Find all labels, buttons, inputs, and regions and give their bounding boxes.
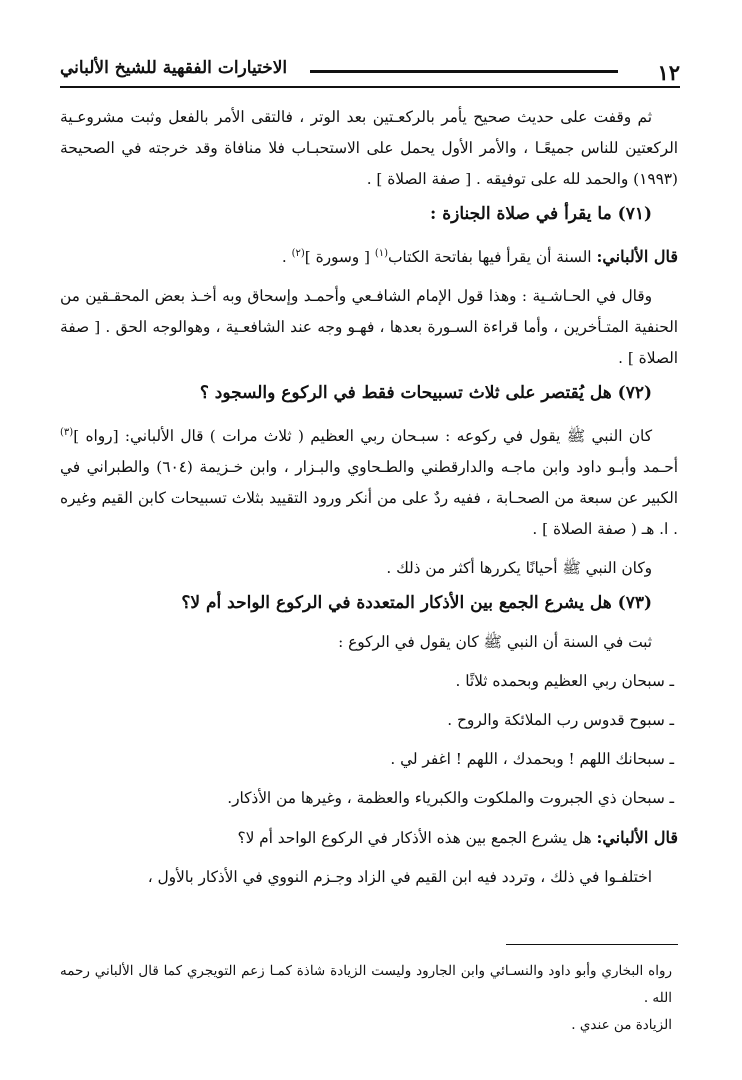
speaker-label: قال الألباني: xyxy=(596,247,678,267)
paragraph-ikhtilaf: اختلفـوا في ذلك ، وتردد فيه ابن القيم في الزاد وجـزم النووي في الأذكار بالأول ، xyxy=(147,868,652,887)
book-title: الاختيارات الفقهية للشيخ الألباني xyxy=(60,58,288,78)
paragraph-sunnah: ثبت في السنة أن النبي ﷺ كان يقول في الركوع : xyxy=(338,633,652,652)
answer-71-end: . xyxy=(281,248,287,267)
answer-71 xyxy=(60,238,678,273)
list-item: ـ سبحان ذي الجبروت والملكوت والكبرياء والعظمة ، وغيرها من الأذكار. xyxy=(227,789,674,808)
answer-73-text: هل يشرع الجمع بين هذه الأذكار في الركوع الواحد أم لا؟ xyxy=(237,829,592,848)
main-text xyxy=(60,102,678,893)
footnote-ref-3: (٣) xyxy=(60,427,74,439)
paragraph-witr: ثم وقفت على حديث صحيح يأمر بالركعـتين بعد الوتر ، فالتقى الأمر بالفعل وثبت مشروعـية الركعتين للناس جميعًـا ، والأمر الأول يحمل على الاستحبـاب فلا منافاة وقد خرجته في الصحيحة (١٩٩٣) والحمد لله على توفيقه . [ صفة الصلاة ] . xyxy=(60,108,678,188)
list-item: ـ سبحان ربي العظيم وبحمده ثلاثًا . xyxy=(455,672,674,691)
question-71: (٧١) ما يقرأ في صلاة الجنازة : xyxy=(430,204,652,224)
paragraph-tasbeeh xyxy=(60,417,678,545)
speaker-label: قال الألباني: xyxy=(596,828,678,848)
question-72: (٧٢) هل يُقتصر على ثلاث تسبيحات فقط في الركوع والسجود ؟ xyxy=(199,383,652,404)
footnote-1: رواه البخاري وأبو داود والنسـائي وابن الجارود وليست الزيادة شاذة كمـا زعم التويجري كما قال الألباني رحمه الله . xyxy=(60,963,672,1006)
list-item: ـ سبحانك اللهم ! وبحمدك ، اللهم ! اغفر لي . xyxy=(390,750,674,769)
answer-71-text: السنة أن يقرأ فيها بفاتحة الكتاب xyxy=(388,248,592,267)
paragraph-repeat: وكان النبي ﷺ أحيانًا يكررها أكثر من ذلك . xyxy=(386,559,652,578)
footnote-ref-2: (٢) xyxy=(291,248,305,259)
footnote-2: الزيادة من عندي . xyxy=(571,1017,672,1033)
paragraph-hashiya: وقال في الحـاشـية : وهذا قول الإمام الشافـعي وأحمـد وإسحاق وبه أخـذ بعض المحقـقين من الحنفية المتـأخرين ، وأما قراءة السـورة بعدها ، فهـو وجه عند الشافعـية ، وهوالوجه الحق . [ صفة الصلاة ] . xyxy=(60,287,678,368)
header-rule xyxy=(310,70,618,73)
footnote-separator xyxy=(506,944,678,945)
footnote-ref-1: (١) xyxy=(374,248,389,259)
paragraph-tasbeeh-part2: أحـمد وأبـو داود وابن ماجـه والدارقطني والطـحاوي والبـزار ، وابن خـزيمة (٦٠٤) والطبراني في الكبير عن سبعة من الصحـابة ، ففيه ردٌ على من أنكر ورود التقييد بثلاث تسبيحات كابن القيم وغيره . ا. هـ ( صفة الصلاة ] . xyxy=(60,458,678,539)
list-item: ـ سبوح قدوس رب الملائكة والروح . xyxy=(447,711,674,730)
question-73: (٧٣) هل يشرع الجمع بين الأذكار المتعددة في الركوع الواحد أم لا؟ xyxy=(181,593,652,614)
answer-71-surah: [ وسورة ] xyxy=(304,248,370,267)
answer-73-question xyxy=(60,822,678,854)
footnotes xyxy=(60,958,672,1039)
page-number: ١٢ xyxy=(657,60,680,85)
paragraph-tasbeeh-part1: كان النبي ﷺ يقول في ركوعه : سبـحان ربي العظيم ( ثلاث مرات ) قال الألباني: [رواه ] xyxy=(73,427,652,446)
page-header xyxy=(60,52,680,88)
